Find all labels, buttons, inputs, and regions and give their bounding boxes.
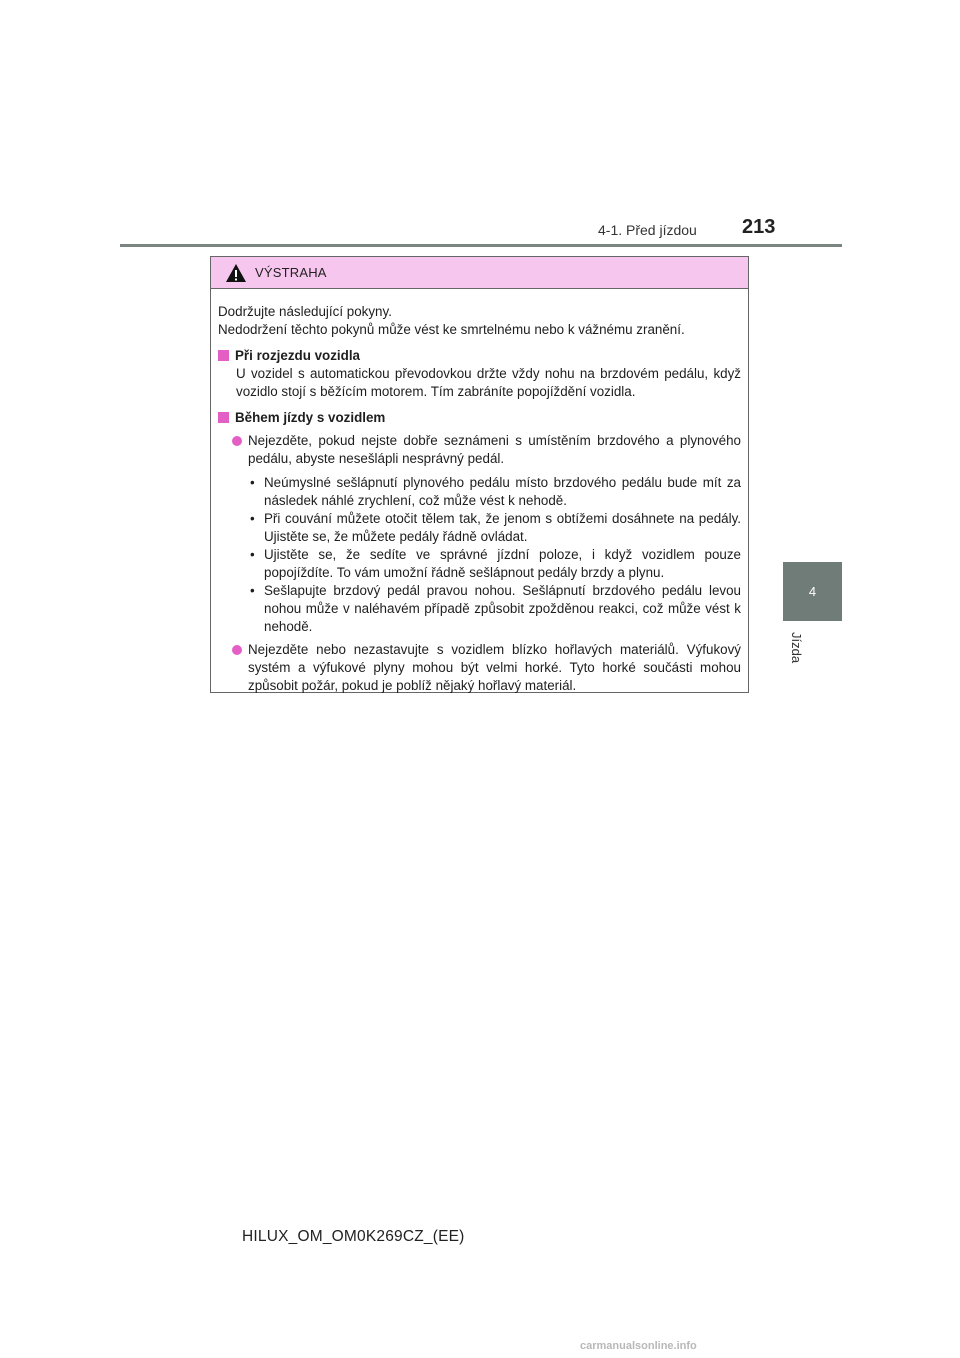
chapter-tab [783, 562, 842, 621]
warning-title: VÝSTRAHA [255, 265, 327, 280]
section-heading-text: Během jízdy s vozidlem [235, 410, 386, 425]
section-text: U vozidel s automatickou převodovkou držte vždy nohu na brzdovém pedálu, když vozidlo stojí s běžícím motorem. Tím zabráníte popojíždění vozidla. [236, 366, 741, 399]
bullet-dot-icon: • [250, 475, 255, 490]
section-heading [218, 347, 741, 365]
warning-intro-line: Nedodržení těchto pokynů může vést ke smrtelnému nebo k vážnému zranění. [218, 322, 685, 337]
header-rule [120, 244, 842, 247]
list-item-text: Neúmyslné sešlápnutí plynového pedálu místo brzdového pedálu bude mít za následek náhlé zrychlení, což může vést k nehodě. [264, 475, 741, 508]
list-item-text: Nejezděte, pokud nejste dobře seznámeni s umístěním brzdového a plynového pedálu, abyste nesešlápli nesprávný pedál. [248, 433, 741, 466]
header-section-title: 4-1. Před jízdou [598, 222, 697, 238]
list-item-text: Sešlapujte brzdový pedál pravou nohou. Sešlápnutí brzdového pedálu levou nohou může v naléhavém případě způsobit zpožděnou reakci, což může vést k nehodě. [264, 583, 741, 634]
circle-bullet-icon [232, 436, 242, 446]
square-bullet-icon [218, 412, 229, 423]
square-bullet-icon [218, 350, 229, 361]
bullet-dot-icon: • [250, 511, 255, 526]
chapter-number: 4 [808, 584, 817, 599]
section-heading-text: Při rozjezdu vozidla [235, 348, 361, 363]
circle-bullet-icon [232, 645, 242, 655]
bullet-list [250, 474, 741, 636]
list-item [250, 546, 741, 582]
warning-body [211, 289, 748, 695]
warning-box [210, 256, 749, 693]
warning-intro-line: Dodržujte následující pokyny. [218, 304, 392, 319]
watermark: carmanualsonline.info [580, 1340, 697, 1352]
warning-header [211, 257, 748, 289]
list-item [250, 582, 741, 636]
list-item-text: Při couvání můžete otočit tělem tak, že jenom s obtížemi dosáhnete na pedály. Ujistěte se, že můžete pedály řádně ovládat. [264, 511, 741, 544]
warning-triangle-icon [225, 263, 247, 283]
document-code: HILUX_OM_OM0K269CZ_(EE) [242, 1228, 465, 1245]
bullet-dot-icon: • [250, 583, 255, 598]
list-item-text: Ujistěte se, že sedíte ve správné jízdní poloze, i když vozidlem pouze popojíždíte. To vám umožní řádně sešlápnout pedály brzdy a plynu. [264, 547, 741, 580]
section-heading [218, 409, 741, 427]
list-item [232, 641, 741, 695]
list-item-text: Nejezděte nebo nezastavujte s vozidlem blízko hořlavých materiálů. Výfukový systém a výfukové plyny mohou být velmi horké. Tyto horké součásti mohou způsobit požár, pokud je poblíž nějaký hořlavý materiál. [248, 642, 741, 693]
list-item [250, 474, 741, 510]
page-number: 213 [742, 216, 776, 238]
bullet-dot-icon: • [250, 547, 255, 562]
list-item [232, 432, 741, 468]
list-item [250, 510, 741, 546]
chapter-label: Jízda [789, 632, 804, 664]
